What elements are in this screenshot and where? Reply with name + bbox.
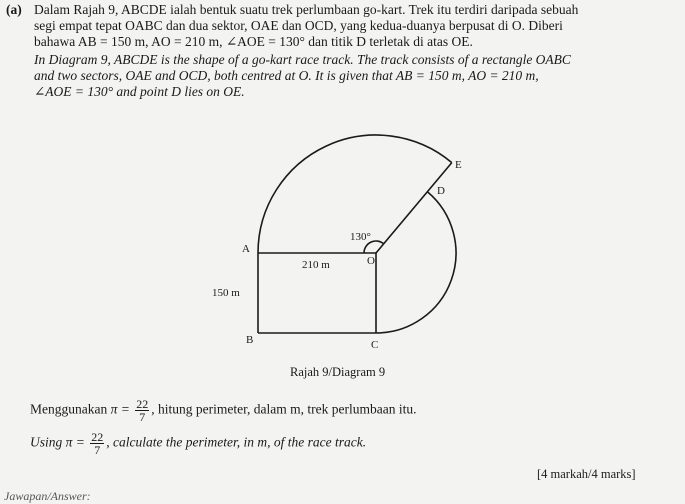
pi-symbol: π = bbox=[110, 401, 130, 417]
malay-instruction bbox=[30, 398, 417, 423]
label-c: C bbox=[371, 339, 379, 351]
pi-fraction: $\frac{22}{7}$ bbox=[91, 430, 104, 457]
marks-label: [4 markah/4 marks] bbox=[537, 467, 636, 481]
pi-symbol: π = bbox=[65, 434, 85, 450]
malay-line-3: bahawa AB = 150 m, AO = 210 m, ∠AOE = 130° dan titik D terletak di atas OE. bbox=[34, 34, 473, 49]
english-prefix: Using bbox=[30, 434, 63, 450]
pi-fraction: $\frac{22}{7}$ bbox=[136, 397, 149, 424]
label-ao-length: 210 m bbox=[302, 259, 330, 271]
english-instruction bbox=[30, 431, 366, 456]
race-track-diagram bbox=[200, 128, 470, 358]
malay-prefix: Menggunakan bbox=[30, 401, 108, 417]
answer-label: Jawapan/Answer: bbox=[4, 489, 91, 503]
label-o: O bbox=[367, 255, 375, 267]
english-line-3: ∠AOE = 130° and point D lies on OE. bbox=[34, 84, 245, 99]
label-ab-length: 150 m bbox=[212, 287, 240, 299]
label-angle: 130° bbox=[350, 231, 371, 243]
diagram-caption: Rajah 9/Diagram 9 bbox=[290, 365, 386, 379]
english-line-1: In Diagram 9, ABCDE is the shape of a go-kart race track. The track consists of a rectangle OABC bbox=[34, 52, 571, 67]
segment-oe bbox=[376, 163, 452, 253]
arc-cd bbox=[376, 192, 456, 333]
label-e: E bbox=[455, 159, 462, 171]
part-label: (a) bbox=[6, 2, 22, 17]
malay-line-1: Dalam Rajah 9, ABCDE ialah bentuk suatu trek perlumbaan go-kart. Trek itu terdiri daripada sebuah bbox=[34, 2, 579, 17]
label-d: D bbox=[437, 185, 445, 197]
english-line-2: and two sectors, OAE and OCD, both centred at O. It is given that AB = 150 m, AO = 210 m, bbox=[34, 68, 539, 83]
english-suffix: , calculate the perimeter, in m, of the race track. bbox=[106, 434, 367, 450]
malay-suffix: , hitung perimeter, dalam m, trek perlumbaan itu. bbox=[151, 401, 417, 417]
label-a: A bbox=[242, 243, 250, 255]
label-b: B bbox=[246, 334, 254, 346]
malay-line-2: segi empat tepat OABC dan dua sektor, OAE dan OCD, yang kedua-duanya berpusat di O. Diberi bbox=[34, 18, 563, 33]
